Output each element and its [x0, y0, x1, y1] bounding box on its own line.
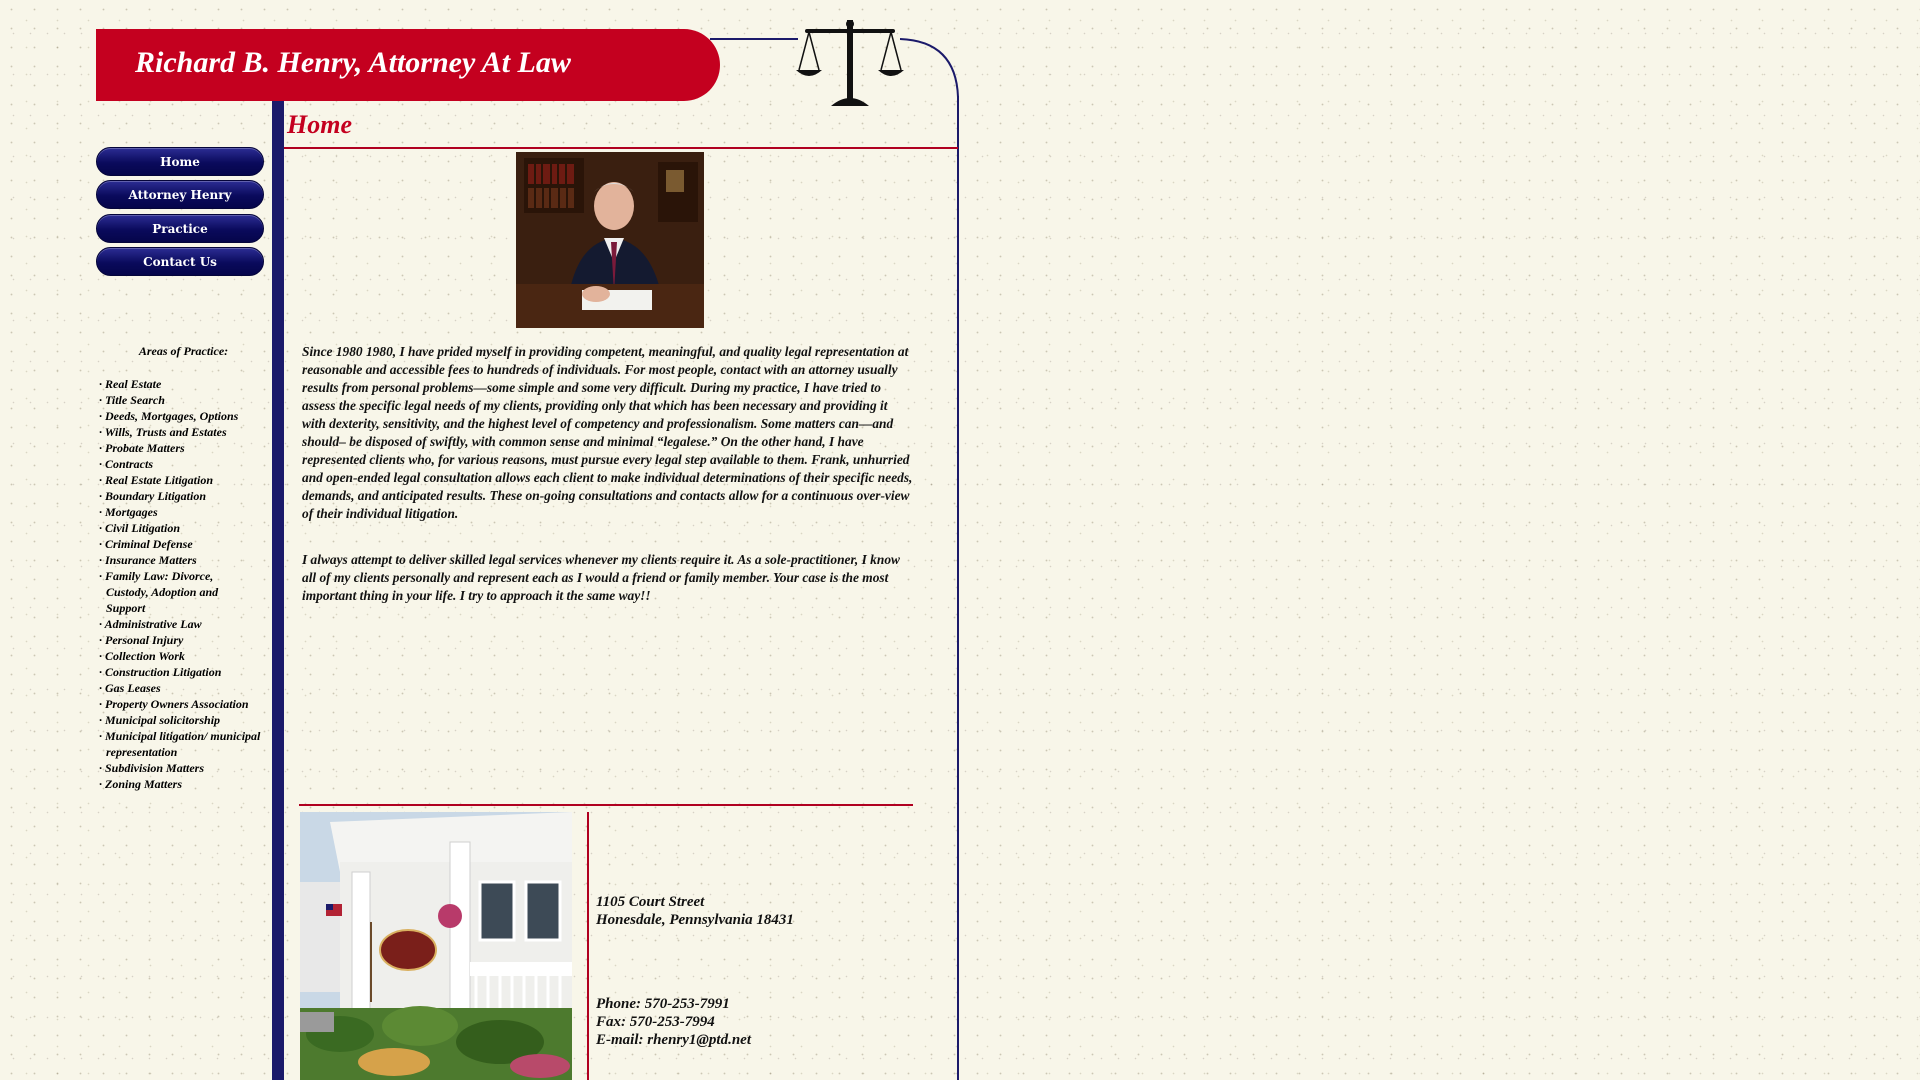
nav-home-button[interactable]: Home [96, 147, 264, 176]
attorney-photo [516, 152, 704, 328]
nav-attorney-henry-button[interactable]: Attorney Henry [96, 180, 264, 209]
list-item: · Real Estate [92, 376, 274, 392]
list-item: · Administrative Law [92, 616, 274, 632]
list-item: · Personal Injury [92, 632, 274, 648]
list-item: · Criminal Defense [92, 536, 274, 552]
list-item: · Property Owners Association [92, 696, 274, 712]
nav-contact-us-button[interactable]: Contact Us [96, 247, 264, 276]
address-street: 1105 Court Street [596, 894, 705, 910]
list-item: · Civil Litigation [92, 520, 274, 536]
list-item: · Boundary Litigation [92, 488, 274, 504]
list-item: · Gas Leases [92, 680, 274, 696]
list-item: · Real Estate Litigation [92, 472, 274, 488]
office-photo [300, 812, 572, 1080]
list-item: · Municipal solicitorship [92, 712, 274, 728]
email-link[interactable]: E-mail: rhenry1@ptd.net [596, 1032, 751, 1048]
list-item: · Mortgages [92, 504, 274, 520]
fax-number: Fax: 570-253-7994 [596, 1014, 715, 1030]
list-item: · Collection Work [92, 648, 274, 664]
list-item: · Deeds, Mortgages, Options [92, 408, 274, 424]
frame-corner [900, 37, 962, 97]
list-item: · Construction Litigation [92, 664, 274, 680]
heading-underline [284, 147, 958, 149]
list-item: · Wills, Trusts and Estates [92, 424, 274, 440]
section-divider [299, 804, 913, 806]
content-right-border [957, 96, 959, 1080]
intro-paragraph: Since 1980 1980, I have prided myself in providing competent, meaningful, and quality legal representation at reasonable and accessible fees to hundreds of individuals. For most people, contact with an attorney usually results from personal problems—some simple and some very difficult. During my practice, I have tried to assess the specific legal needs of my clients, providing only that which has been necessary and providing it with dexterity, sensitivity, and the highest level of competency and professionalism. Some matters can—and should– be disposed of swiftly, with common sense and minimal “legalese.” On the other hand, I have represented clients who, for various reasons, must pursue every legal step available to them. Frank, unhurried and open-ended legal consultation allows each client to make individual determinations of their specific needs, demands, and anticipated results. These on-going consultations and contacts allow for a continuous over-view of their individual litigation. [302, 344, 913, 521]
nav-practice-button[interactable]: Practice [96, 214, 264, 243]
contact-divider [587, 812, 589, 1080]
list-item: · Contracts [92, 456, 274, 472]
site-title: Richard B. Henry, Attorney At Law [135, 46, 571, 79]
phone-number: Phone: 570-253-7991 [596, 996, 730, 1012]
service-paragraph: I always attempt to deliver skilled legal services whenever my clients require it. As a sole-practitioner, I know all of my clients personally and represent each as I would a friend or family member. Your case is the most important thing in your life. I try to approach it the same way!! [302, 552, 900, 603]
practice-areas-heading: Areas of Practice: [138, 344, 229, 358]
list-item: · Family Law: Divorce, Custody, Adoption and Support [92, 568, 256, 616]
list-item: · Title Search [92, 392, 274, 408]
page-title: Home [287, 110, 352, 139]
header-line [710, 38, 798, 40]
list-item: · Municipal litigation/ municipal representation [92, 728, 271, 760]
list-item: · Insurance Matters [92, 552, 274, 568]
scales-of-justice-icon [795, 20, 905, 108]
address-city: Honesdale, Pennsylvania 18431 [596, 912, 794, 928]
list-item: · Zoning Matters [92, 776, 274, 792]
list-item: · Subdivision Matters [92, 760, 274, 776]
list-item: · Probate Matters [92, 440, 274, 456]
practice-areas-list [99, 376, 274, 792]
